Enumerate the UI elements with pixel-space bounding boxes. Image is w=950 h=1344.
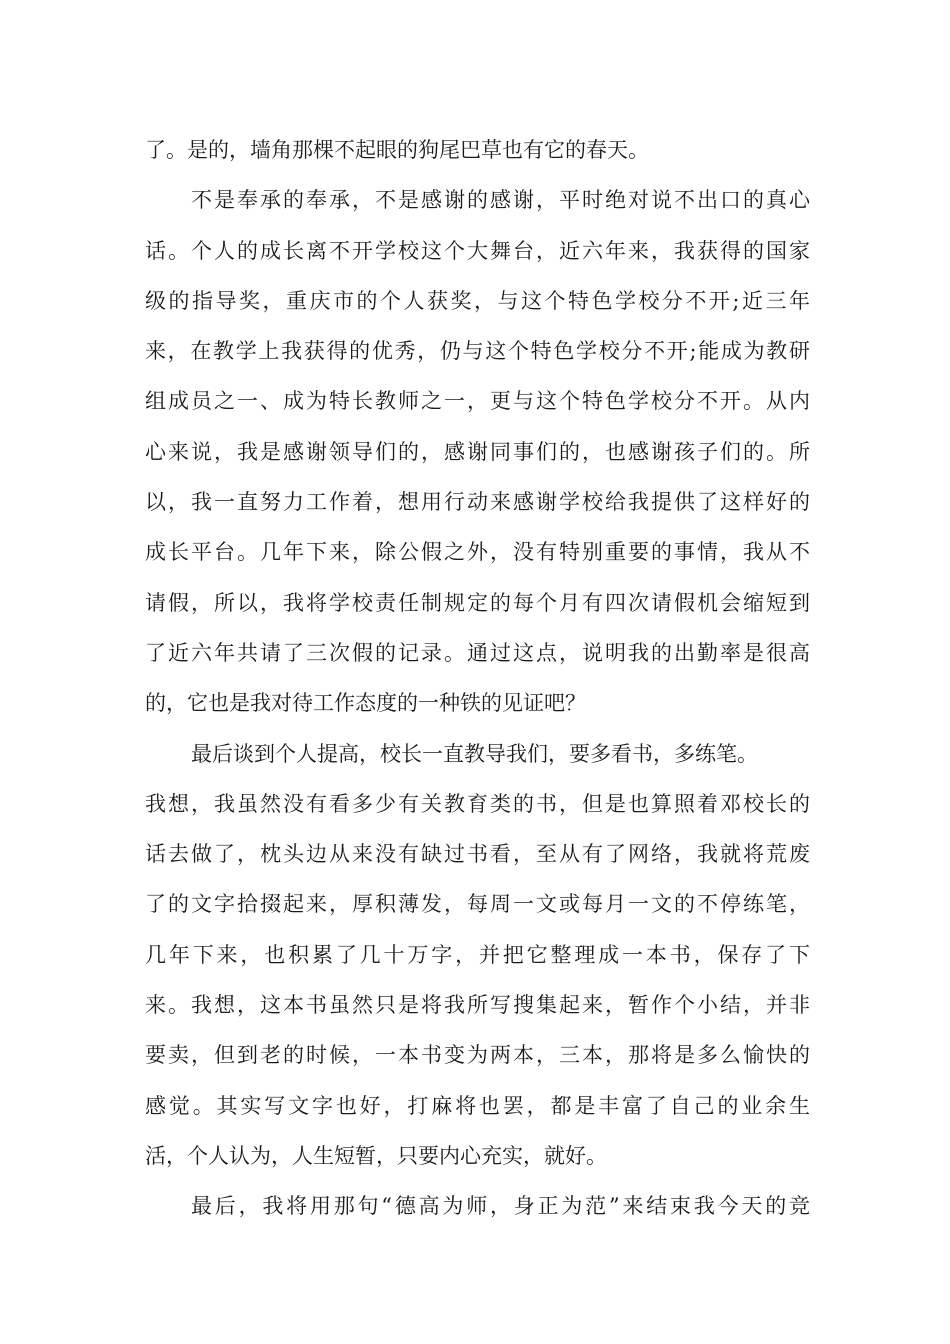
text-line: 话去做了，枕头边从来没有缺过书看，至从有了网络，我就将荒废 <box>145 842 810 867</box>
text-line: 话。个人的成长离不开学校这个大舞台，近六年来，我获得的国家 <box>145 238 810 263</box>
text-line: 最后谈到个人提高，校长一直教导我们，要多看书，多练笔。 <box>191 741 758 766</box>
text-line: 要卖，但到老的时候，一本书变为两本，三本，那将是多么愉快的 <box>145 1043 810 1068</box>
text-line: 感觉。其实写文字也好，打麻将也罢，都是丰富了自己的业余生 <box>145 1093 810 1118</box>
text-line: 来，在教学上我获得的优秀，仍与这个特色学校分不开;能成为教研 <box>145 339 810 364</box>
text-line: 的，它也是我对待工作态度的一种铁的见证吧？ <box>145 691 586 716</box>
text-line: 成长平台。几年下来，除公假之外，没有特别重要的事情，我从不 <box>145 540 810 565</box>
text-line: 组成员之一、成为特长教师之一，更与这个特色学校分不开。从内 <box>145 389 810 414</box>
body-text <box>145 125 810 1232</box>
text-line: 活，个人认为，人生短暂，只要内心充实，就好。 <box>145 1143 607 1168</box>
text-line: 来。我想，这本书虽然只是将我所写搜集起来，暂作个小结，并非 <box>145 993 810 1018</box>
text-line: 以，我一直努力工作着，想用行动来感谢学校给我提供了这样好的 <box>145 490 810 515</box>
text-line: 请假，所以，我将学校责任制规定的每个月有四次请假机会缩短到 <box>145 590 810 615</box>
text-line: 不是奉承的奉承，不是感谢的感谢，平时绝对说不出口的真心 <box>191 188 810 213</box>
text-line: 了的文字拾掇起来，厚积薄发，每周一文或每月一文的不停练笔， <box>145 892 810 917</box>
text-line: 了。是的，墙角那棵不起眼的狗尾巴草也有它的春天。 <box>145 138 649 162</box>
text-line: 心来说，我是感谢领导们的，感谢同事们的，也感谢孩子们的。所 <box>145 439 810 464</box>
text-line: 我想，我虽然没有看多少有关教育类的书，但是也算照着邓校长的 <box>145 791 810 816</box>
text-line: 最后，我将用那句“德高为师，身正为范”来结束我今天的竞 <box>191 1194 810 1219</box>
text-line: 级的指导奖，重庆市的个人获奖，与这个特色学校分不开;近三年 <box>145 288 810 313</box>
text-line: 了近六年共请了三次假的记录。通过这点，说明我的出勤率是很高 <box>145 640 810 665</box>
text-line: 几年下来，也积累了几十万字，并把它整理成一本书，保存了下 <box>145 942 810 967</box>
